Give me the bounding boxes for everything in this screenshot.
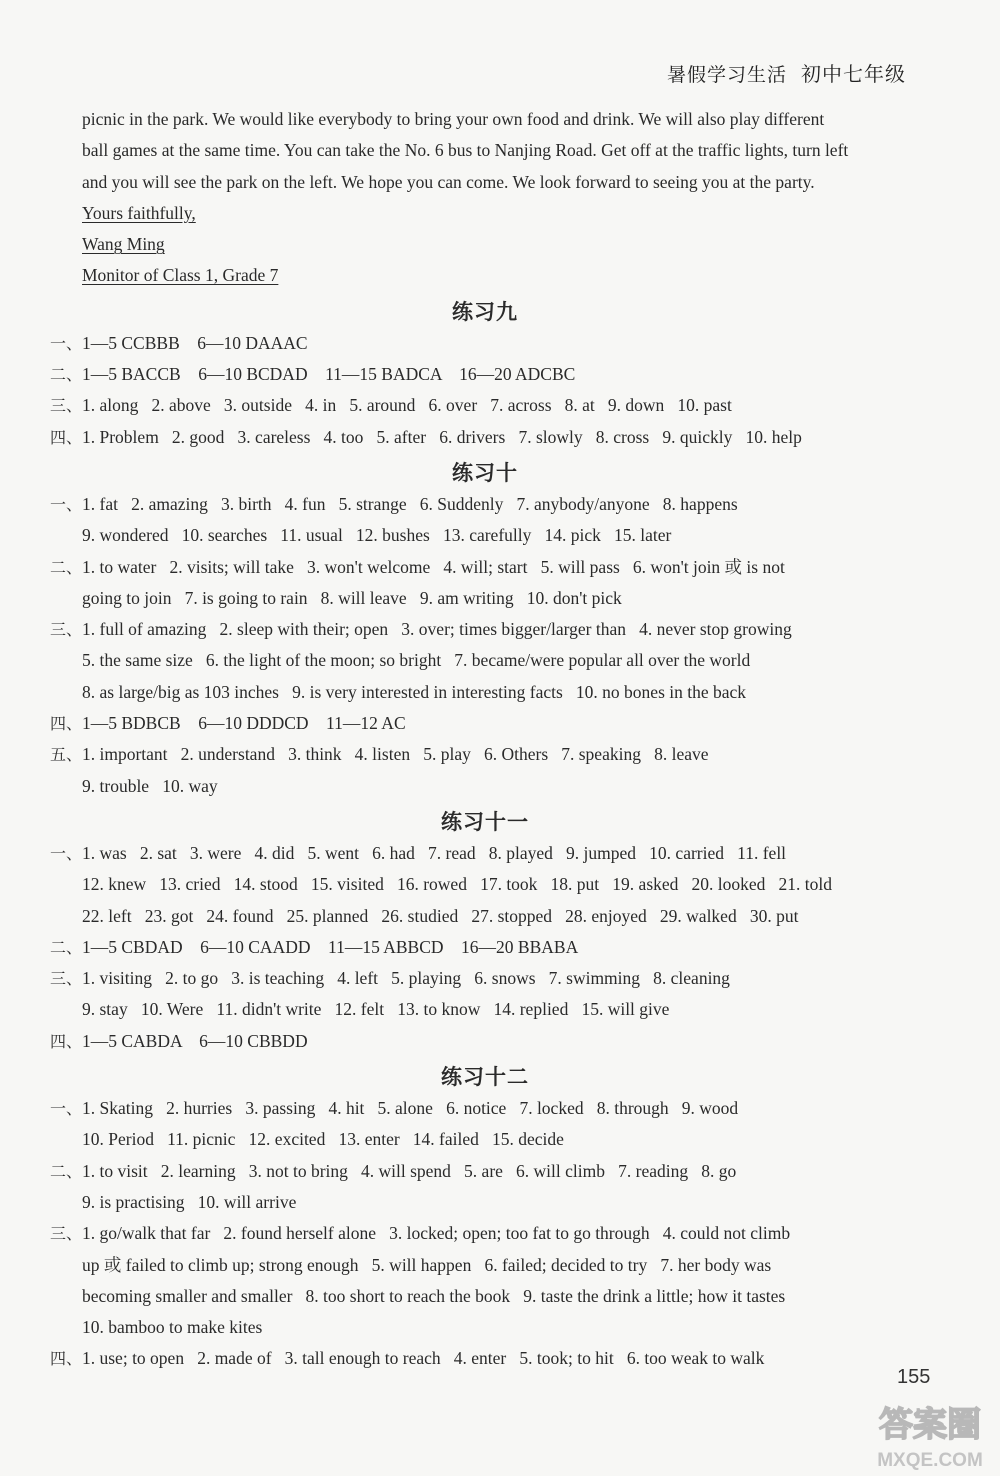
part-number: 二、 — [50, 937, 83, 957]
answer-line — [50, 838, 920, 869]
part-number: 三、 — [50, 396, 83, 416]
answer-text: 1. important 2. understand 3. think 4. listen 5. play 6. Others 7. speaking 8. leave — [82, 744, 709, 765]
letter-line: and you will see the park on the left. We hope you can come. We look forward to seeing you at the party. — [82, 171, 815, 192]
answer-line — [50, 1093, 920, 1124]
answer-line — [50, 552, 920, 583]
answer-line — [50, 489, 920, 520]
part-number: 四、 — [50, 427, 83, 447]
section-title-ex9: 练习九 — [452, 299, 518, 324]
answer-line — [50, 708, 920, 739]
answer-text: 10. bamboo to make kites — [82, 1317, 263, 1338]
answer-line — [50, 359, 920, 390]
answer-line — [50, 963, 920, 994]
answer-text: 9. trouble 10. way — [82, 775, 218, 796]
answer-text: 1—5 BDBCB 6—10 DDDCD 11—12 AC — [82, 713, 406, 734]
book-title: 暑假学习生活 — [666, 64, 787, 86]
answer-text: 22. left 23. got 24. found 25. planned 26. studied 27. stopped 28. enjoyed 29. walked 30. put — [82, 905, 799, 926]
grade-label: 初中七年级 — [801, 62, 906, 86]
answer-line — [50, 1156, 920, 1187]
answer-text: 10. Period 11. picnic 12. excited 13. enter 14. failed 15. decide — [82, 1129, 564, 1150]
running-header — [667, 58, 906, 87]
answer-text: going to join 7. is going to rain 8. will leave 9. am writing 10. don't pick — [82, 587, 622, 608]
part-number: 一、 — [50, 1099, 83, 1119]
answer-text: 1—5 CABDA 6—10 CBBDD — [82, 1030, 308, 1051]
section-title-ex11: 练习十一 — [441, 809, 529, 834]
answer-text: 8. as large/big as 103 inches 9. is very interested in interesting facts 10. no bones in the back — [82, 681, 747, 702]
letter-line: picnic in the park. We would like everybody to bring your own food and drink. We will also play different — [82, 109, 825, 129]
answer-line — [50, 1343, 920, 1374]
answer-line — [50, 932, 920, 963]
answer-text: 1. Skating 2. hurries 3. passing 4. hit 5. alone 6. notice 7. locked 8. through 9. wood — [82, 1098, 739, 1119]
answer-line — [50, 1026, 920, 1057]
part-number: 一、 — [50, 494, 83, 514]
part-number: 二、 — [50, 1161, 83, 1181]
answer-text: 1. was 2. sat 3. were 4. did 5. went 6. had 7. read 8. played 9. jumped 10. carried 11. fell — [82, 842, 787, 863]
part-number: 五、 — [50, 745, 83, 765]
part-number: 四、 — [50, 714, 83, 734]
answer-text: 1. along 2. above 3. outside 4. in 5. around 6. over 7. across 8. at 9. down 10. past — [82, 395, 732, 416]
letter-signature: Wang Ming — [82, 234, 165, 255]
answer-text: 9. is practising 10. will arrive — [82, 1191, 297, 1212]
answer-text: 5. the same size 6. the light of the moon; so bright 7. became/were popular all over the world — [82, 650, 751, 671]
answer-text: 1. go/walk that far 2. found herself alone 3. locked; open; too fat to go through 4. could not climb — [82, 1223, 791, 1244]
answer-text: 9. stay 10. Were 11. didn't write 12. felt 13. to know 14. replied 15. will give — [82, 999, 670, 1020]
answer-text: 1. full of amazing 2. sleep with their; open 3. over; times bigger/larger than 4. never stop growing — [82, 619, 792, 640]
answer-text: 12. knew 13. cried 14. stood 15. visited 16. rowed 17. took 18. put 19. asked 20. looked 21. told — [82, 874, 832, 895]
answer-line — [50, 1218, 920, 1249]
answer-text: 1—5 BACCB 6—10 BCDAD 11—15 BADCA 16—20 ADCBC — [82, 364, 576, 385]
section-title-ex12: 练习十二 — [441, 1065, 529, 1090]
part-number: 二、 — [50, 365, 83, 385]
part-number: 三、 — [50, 969, 83, 989]
answer-line — [50, 739, 920, 770]
part-number: 一、 — [50, 333, 83, 353]
part-number: 三、 — [50, 620, 83, 640]
answer-text: up 或 failed to climb up; strong enough 5. will happen 6. failed; decided to try 7. her body was — [82, 1254, 772, 1275]
answer-text: becoming smaller and smaller 8. too short to reach the book 9. taste the drink a little; how it tastes — [82, 1285, 786, 1306]
answer-text: 1. to visit 2. learning 3. not to bring 4. will spend 5. are 6. will climb 7. reading 8. go — [82, 1160, 737, 1181]
part-number: 四、 — [50, 1349, 83, 1369]
answer-line — [50, 390, 920, 421]
part-number: 三、 — [50, 1224, 83, 1244]
part-number: 一、 — [50, 843, 83, 863]
page-content — [50, 104, 920, 1375]
answer-text: 1. fat 2. amazing 3. birth 4. fun 5. strange 6. Suddenly 7. anybody/anyone 8. happens — [82, 493, 738, 514]
answer-text: 1. visiting 2. to go 3. is teaching 4. left 5. playing 6. snows 7. swimming 8. cleaning — [82, 968, 730, 989]
answer-text: 1. Problem 2. good 3. careless 4. too 5. after 6. drivers 7. slowly 8. cross 9. quickly 10. help — [82, 426, 802, 447]
answer-line — [50, 422, 920, 453]
part-number: 二、 — [50, 557, 83, 577]
answer-line — [50, 328, 920, 359]
answer-text: 1. use; to open 2. made of 3. tall enough to reach 4. enter 5. took; to hit 6. too weak to walk — [82, 1348, 765, 1369]
letter-closing: Yours faithfully, — [82, 202, 196, 223]
answer-text: 1—5 CBDAD 6—10 CAADD 11—15 ABBCD 16—20 BBABA — [82, 936, 579, 957]
page-number: 155 — [897, 1366, 931, 1388]
watermark-logo — [864, 1390, 996, 1472]
answer-line — [50, 614, 920, 645]
watermark-logo-text: 答案圈 — [879, 1405, 981, 1445]
section-title-ex10: 练习十 — [452, 460, 518, 485]
answer-text: 9. wondered 10. searches 11. usual 12. bushes 13. carefully 14. pick 15. later — [82, 525, 672, 546]
watermark-url: MXQE.COM — [877, 1450, 983, 1471]
letter-line: ball games at the same time. You can take the No. 6 bus to Nanjing Road. Get off at the traffic lights, turn left — [82, 140, 849, 161]
answer-text: 1. to water 2. visits; will take 3. won't welcome 4. will; start 5. will pass 6. won't join 或 is not — [82, 556, 785, 577]
answer-text: 1—5 CCBBB 6—10 DAAAC — [82, 332, 308, 353]
part-number: 四、 — [50, 1031, 83, 1051]
letter-role: Monitor of Class 1, Grade 7 — [82, 265, 279, 286]
